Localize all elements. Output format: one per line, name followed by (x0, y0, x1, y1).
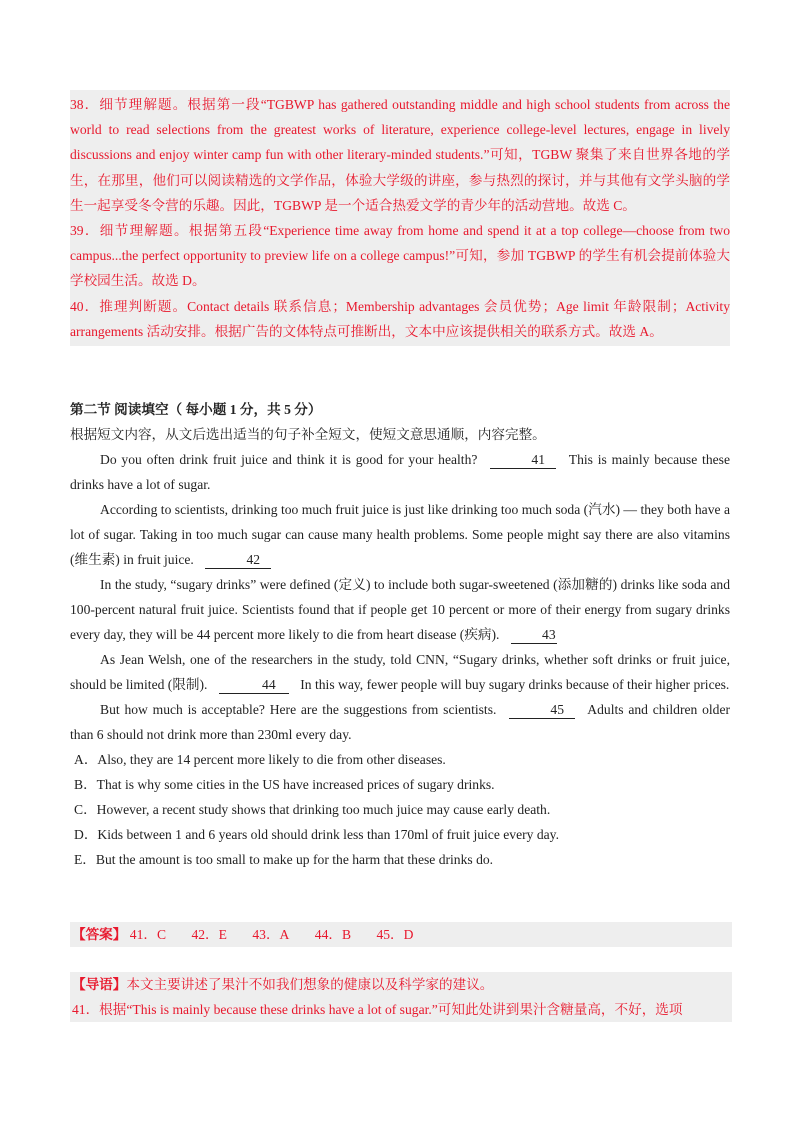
explanation-41: 41．根据“This is mainly because these drinks have a lot of sugar.”可知此处讲到果汁含糖量高，不好，选项 (72, 1002, 683, 1017)
paragraph-text: In the study, “sugary drinks” were defined (定义) to include both sugar-sweetened (添加糖的) drinks like soda and 100-percent natural fruit juice. Scientists found that if people get 10 percent or more of their energy from sugary drinks every day, they will be 44 percent more likely to die from heart disease (疾病). (70, 577, 730, 642)
paragraph-text: But how much is acceptable? Here are the suggestions from scientists. (100, 702, 497, 717)
explanation-40: 40．推理判断题。Contact details 联系信息；Membership advantages 会员优势；Age limit 年龄限制；Activity arrangements 活动安排。根据广告的文体特点可推断出，文本中应该提供相关的联系方式。故选 A。 (70, 298, 730, 339)
passage-paragraph-3 (70, 572, 730, 647)
answer-45: 45．D (376, 927, 414, 942)
option-e: E．But the amount is too small to make up for the harm that these drinks do. (74, 852, 494, 867)
blank-42: 42 (205, 552, 271, 569)
paragraph-text: As Jean Welsh, one of the researchers in the study, told CNN, “Sugary drinks, whether soft drinks or fruit juice, should be limited (限制). (70, 652, 730, 692)
explanation-block (70, 90, 730, 346)
guide-summary (72, 972, 732, 997)
answer-label: 【答案】 (72, 927, 127, 942)
paragraph-text: Do you often drink fruit juice and think it is good for your health? (100, 452, 478, 467)
blank-44: 44 (219, 677, 289, 694)
paragraph-text: In this way, fewer people will buy sugary drinks because of their higher prices. (300, 677, 730, 692)
guide-text: 本文主要讲述了果汁不如我们想象的健康以及科学家的建议。 (126, 977, 494, 992)
passage-paragraph-1 (70, 447, 730, 497)
option-c: C．However, a recent study shows that drinking too much juice may cause early death. (74, 802, 551, 817)
paragraph-text: Adults and children older than 6 should not drink more than 230ml every day. (70, 702, 731, 742)
blank-41: 41 (490, 452, 556, 469)
guide-block (70, 972, 732, 1022)
section-title: 第二节 阅读填空（ 每小题 1 分，共 5 分） (70, 402, 322, 417)
answer-43: 43．A (252, 927, 290, 942)
section-instruction: 根据短文内容，从文后选出适当的句子补全短文，使短文意思通顺，内容完整。 (70, 427, 546, 442)
guide-label: 【导语】 (72, 977, 127, 992)
answer-block (70, 922, 732, 947)
paragraph-text: According to scientists, drinking too much fruit juice is just like drinking too much soda (汽水) — they both have a lot of sugar. Taking in too much sugar can cause many health problems. Some people might say there are also vitamins (维生素) in fruit juice. (70, 502, 730, 567)
answer-44: 44．B (314, 927, 352, 942)
option-a: A．Also, they are 14 percent more likely to die from other diseases. (74, 752, 446, 767)
blank-43: 43 (511, 627, 557, 644)
reading-fill-section (70, 397, 730, 872)
option-b: B．That is why some cities in the US have increased prices of sugary drinks. (74, 777, 495, 792)
blank-45: 45 (509, 702, 575, 719)
paragraph-text: This is mainly because these drinks have a lot of sugar. (70, 452, 730, 492)
answer-41: 41．C (129, 927, 167, 942)
explanation-39: 39．细节理解题。根据第五段“Experience time away from home and spend it at a top college—choose from two campus...the perfect opportunity to preview life on a college campus!”可知，参加 TGBWP 的学生有机会提前体验大学校园生活。故选 D。 (70, 223, 730, 289)
passage-paragraph-2 (70, 497, 730, 572)
explanation-38: 38．细节理解题。根据第一段“TGBWP has gathered outstanding middle and high school students from across the world to read selections from the greatest works of literature, experience college-level lectures, engage in lively discussions and enjoy winter camp fun with other literary-minded students.”可知，TGBW 聚集了来自世界各地的学生，在那里，他们可以阅读精选的文学作品，体验大学级的讲座，参与热烈的探讨，并与其他有文学头脑的学生一起享受冬令营的乐趣。因此，TGBWP 是一个适合热爱文学的青少年的活动营地。故选 C。 (70, 97, 730, 213)
answer-42: 42．E (191, 927, 227, 942)
option-d: D．Kids between 1 and 6 years old should drink less than 170ml of fruit juice every day. (74, 827, 559, 842)
passage-paragraph-4 (70, 647, 730, 697)
passage-paragraph-5 (70, 697, 730, 747)
